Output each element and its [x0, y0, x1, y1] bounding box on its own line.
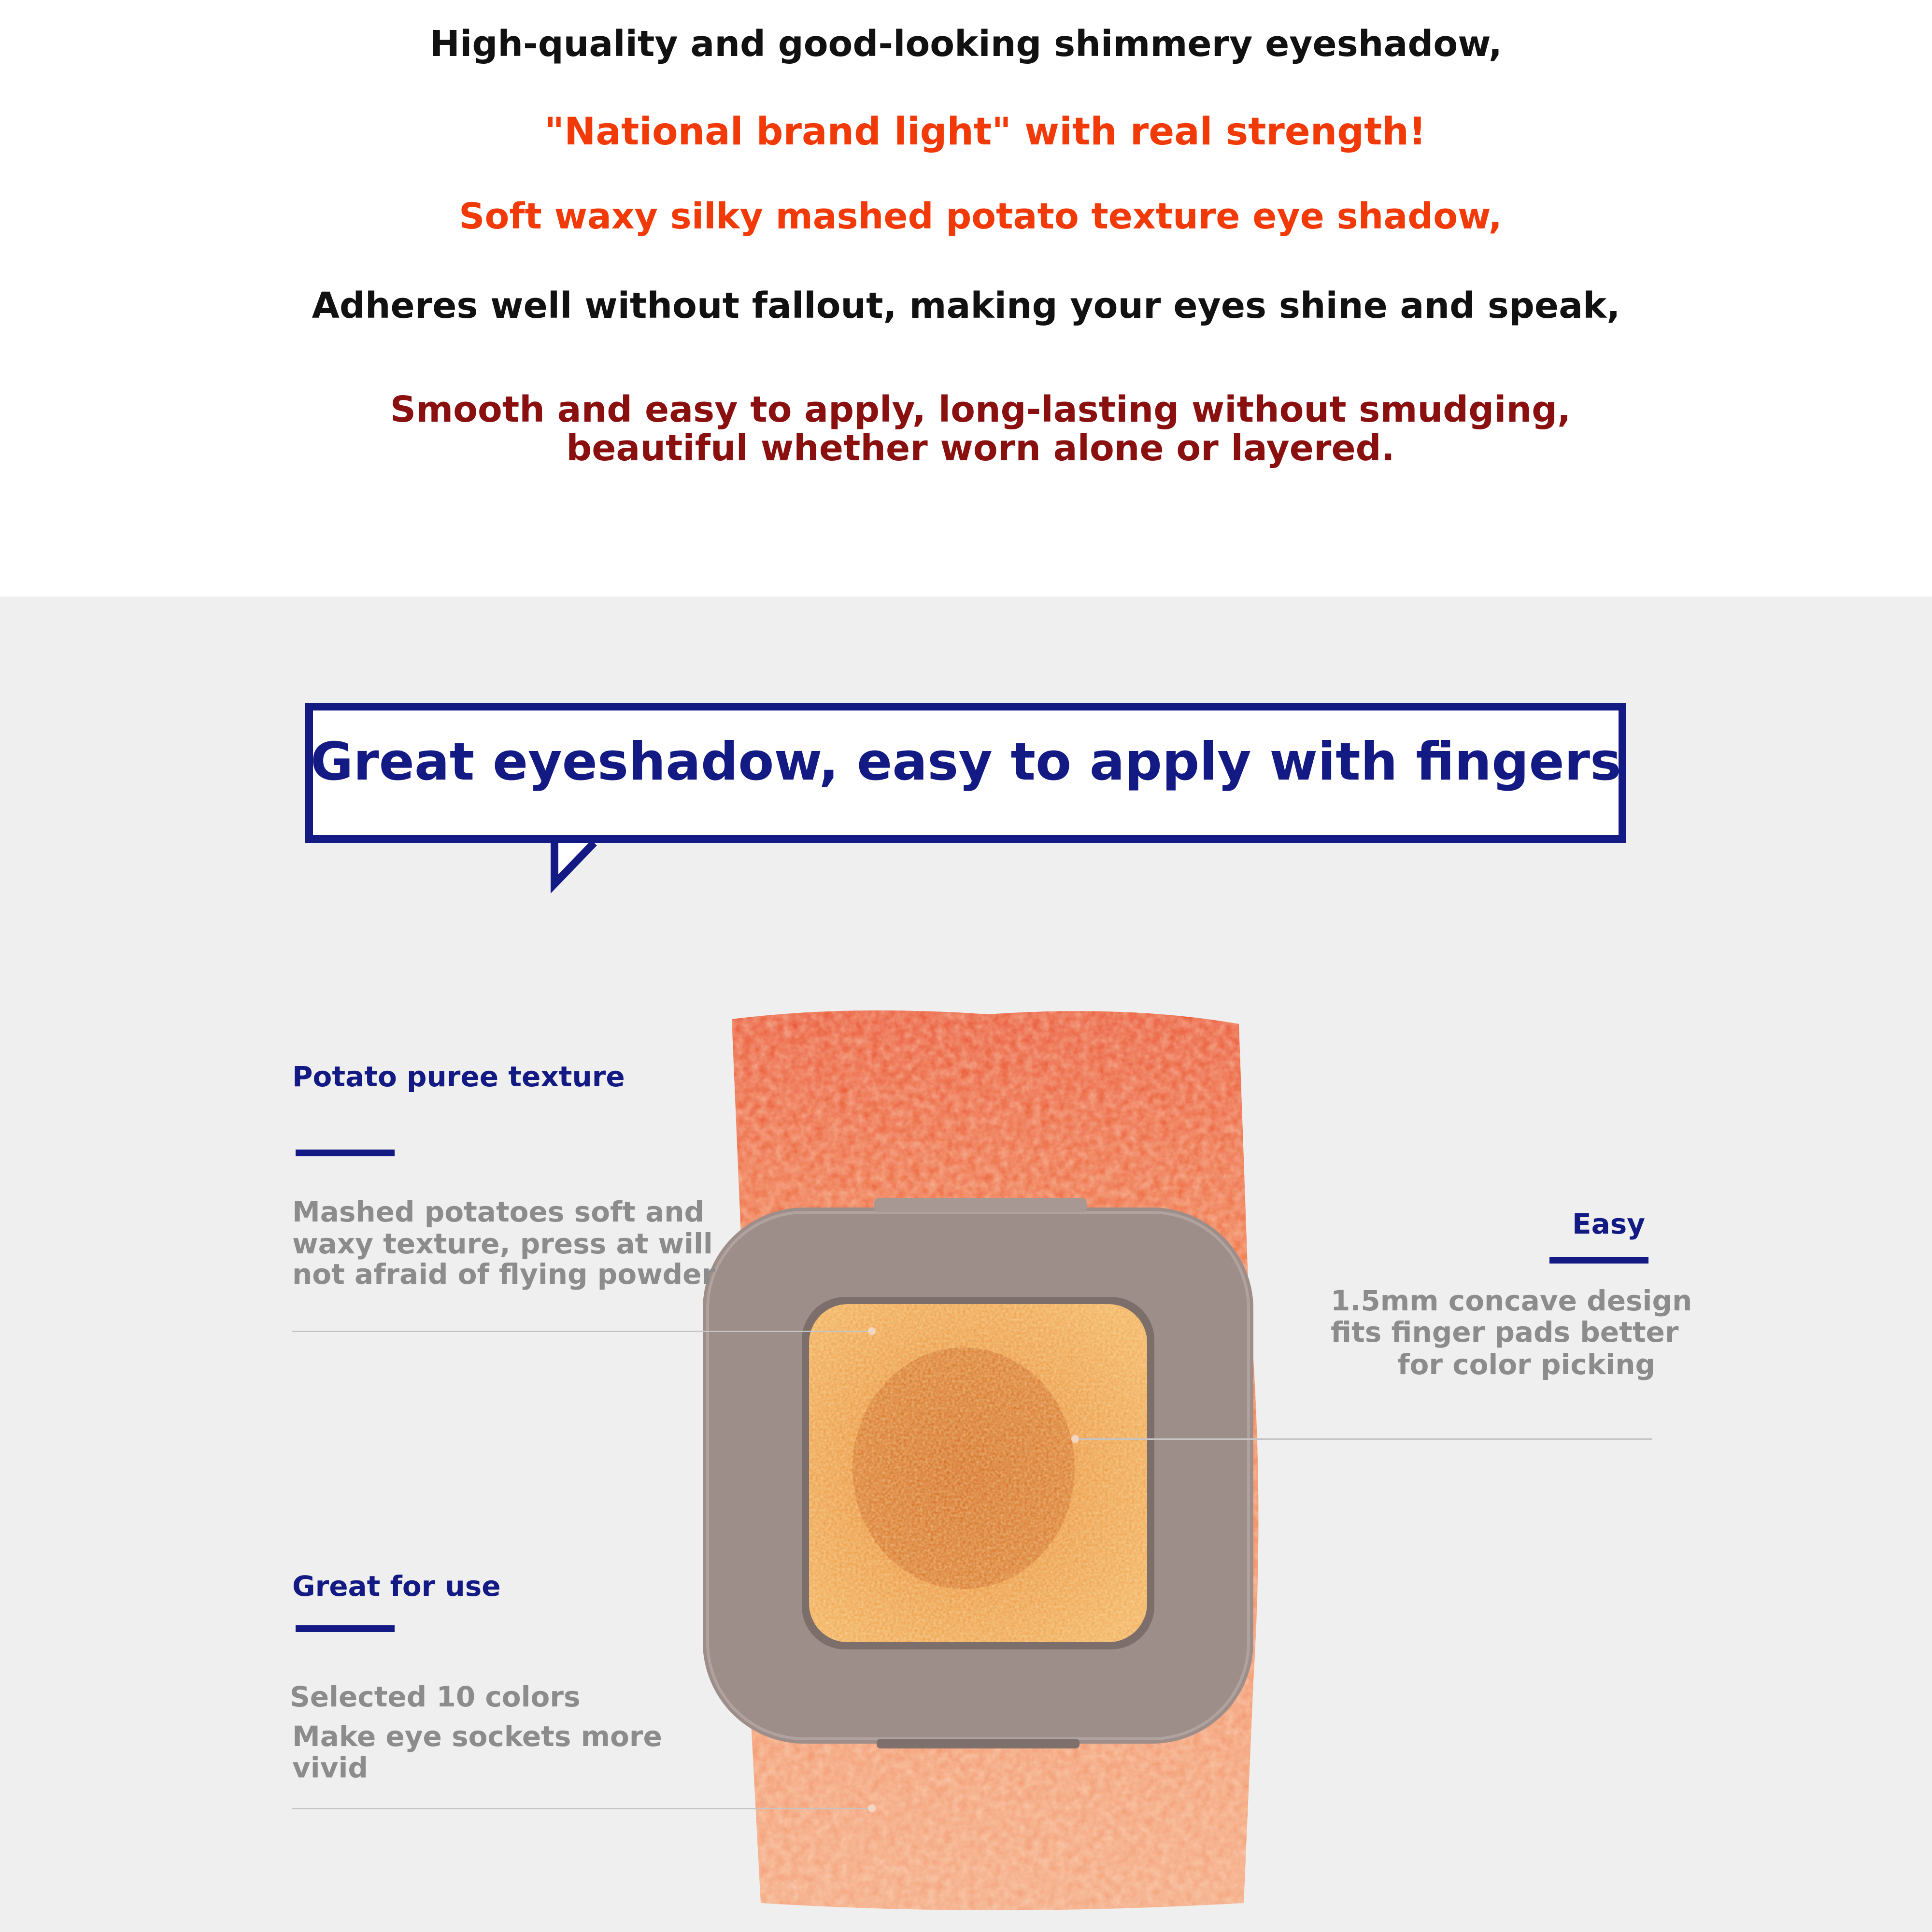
feature-use-bar: [296, 1625, 395, 1632]
intro-line-3: Soft waxy silky mashed potato texture eye shadow,: [459, 196, 1502, 237]
feature-easy-title: Easy: [1572, 1208, 1646, 1240]
feature-texture-title: Potato puree texture: [292, 1060, 625, 1093]
eyeshadow-compact: [703, 1198, 1253, 1751]
feature-texture-desc-3: not afraid of flying powder: [292, 1258, 716, 1291]
feature-use-desc-2: Make eye sockets more: [292, 1720, 662, 1753]
intro-section: [0, 0, 1932, 597]
feature-use-desc-1: Selected 10 colors: [290, 1680, 581, 1713]
feature-use-desc-3: vivid: [292, 1751, 368, 1784]
feature-texture-desc-2: waxy texture, press at will: [292, 1227, 713, 1260]
feature-use-point: [868, 1804, 876, 1812]
intro-line-4: Adheres well without fallout, making your eyes shine and speak,: [312, 285, 1620, 327]
headline-title: Great eyeshadow, easy to apply with fingers: [310, 732, 1621, 792]
feature-easy-desc-3: for color picking: [1397, 1348, 1655, 1381]
feature-easy-desc-2: fits finger pads better: [1331, 1316, 1679, 1349]
intro-line-2: "National brand light" with real strength!: [544, 110, 1426, 154]
feature-easy-desc-1: 1.5mm concave design: [1331, 1284, 1692, 1317]
feature-texture-bar: [296, 1150, 395, 1156]
feature-use-title: Great for use: [292, 1570, 501, 1603]
intro-line-6: beautiful whether worn alone or layered.: [566, 427, 1395, 469]
feature-easy-point: [1071, 1435, 1079, 1443]
feature-texture-desc-1: Mashed potatoes soft and: [292, 1195, 705, 1228]
feature-easy-leader: [1075, 1438, 1652, 1440]
feature-easy-bar: [1549, 1257, 1648, 1264]
feature-texture-leader: [292, 1331, 872, 1332]
feature-texture-point: [868, 1327, 876, 1335]
intro-line-5: Smooth and easy to apply, long-lasting without smudging,: [390, 389, 1571, 430]
intro-line-1: High-quality and good-looking shimmery eyeshadow,: [430, 23, 1502, 65]
feature-use-leader: [292, 1808, 872, 1809]
